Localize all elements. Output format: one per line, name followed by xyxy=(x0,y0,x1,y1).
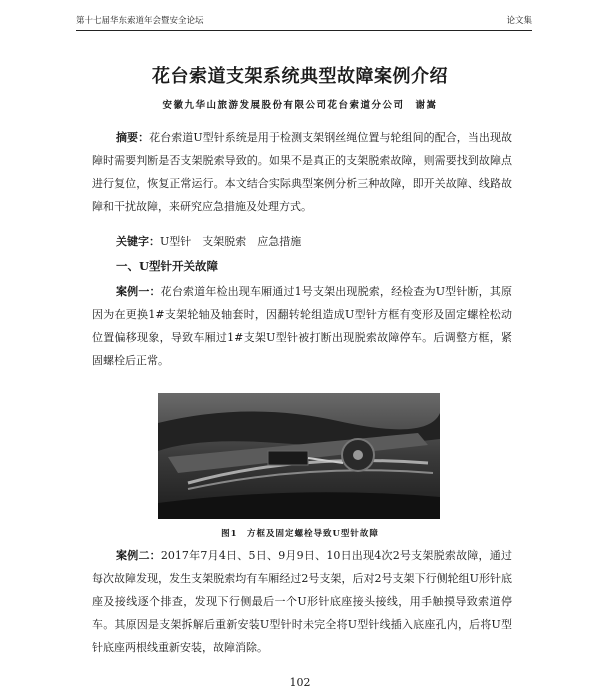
case2-label: 案例二： xyxy=(116,549,161,562)
header-right: 论文集 xyxy=(506,16,532,26)
case1-text: 花台索道年检出现车厢通过1号支架出现脱索，经检查为U型针断，其原因为在更换1#支架轮轴及轴套时，因翻转轮组造成U型针方框有变形及固定螺栓松动位置偏移现象，导致车厢过1#支架U型针被打断出现脱索故障停车。后调整方框，紧固螺栓后正常。 xyxy=(92,285,512,367)
header-left: 第十七届华东索道年会暨安全论坛 xyxy=(76,16,204,26)
case1-paragraph xyxy=(92,280,512,372)
author-line: 安徽九华山旅游发展股份有限公司花台索道分公司 谢嵩 xyxy=(162,100,438,111)
figure-caption: 图1 方框及固定螺栓导致U型针故障 xyxy=(221,529,379,539)
section-heading: 一、U型针开关故障 xyxy=(116,259,219,273)
running-header xyxy=(76,8,532,31)
photo-illustration xyxy=(158,393,440,519)
keywords xyxy=(116,233,301,249)
abstract-text: 花台索道U型针系统是用于检测支架钢丝绳位置与轮组间的配合，当出现故障时需要判断是否支架脱索导致的。如果不是真正的支架脱索故障，则需要找到故障点进行复位，恢复正常运行。本文结合实际典型案例分析三种故障，即开关故障、线路故障和干扰故障，来研究应急措施及处理方式。 xyxy=(92,131,512,213)
paper-title: 花台索道支架系统典型故障案例介绍 xyxy=(152,66,448,87)
figure-photo xyxy=(158,393,440,519)
case2-text: 2017年7月4日、5日、9月9日、10日出现4次2号支架脱索故障，通过每次故障发现，发生支架脱索均有车厢经过2号支架，后对2号支架下行侧轮组U形针底座及接线逐个排查，发现下行侧最后一个U形针底座接头接线，用手触摸导致索道停车。其原因是支架拆解后重新安装U型针时未完全将U型针线插入底座孔内，后将U型针底座两根线重新安装，故障消除。 xyxy=(92,549,513,654)
abstract-label: 摘要： xyxy=(116,131,150,144)
case1-label: 案例一： xyxy=(116,285,161,298)
page-number: 102 xyxy=(289,676,311,689)
keywords-label: 关键字： xyxy=(116,235,160,248)
abstract xyxy=(92,126,512,218)
keywords-text: U型针 支架脱索 应急措施 xyxy=(160,235,302,248)
case2-paragraph xyxy=(92,544,512,659)
